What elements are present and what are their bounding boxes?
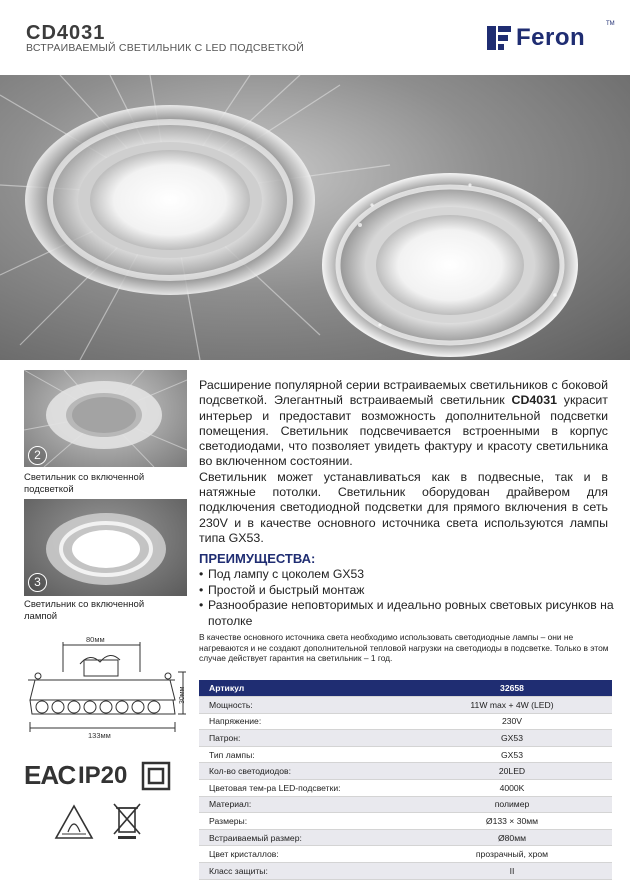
page-header xyxy=(0,0,630,74)
dimension-drawing-graphic xyxy=(20,632,190,742)
photo-2 xyxy=(24,370,187,467)
brand-logo xyxy=(486,24,585,52)
spec-row xyxy=(199,746,612,763)
spec-row xyxy=(199,763,612,780)
photo-3-caption: Светильник со включенной лампой xyxy=(24,599,145,622)
spec-label: Мощность: xyxy=(199,697,412,714)
dim-bottom-label: 133мм xyxy=(88,731,111,740)
spec-value: Ø133 × 30мм xyxy=(412,813,612,830)
spec-label: Цветовая тем-ра LED-подсветки: xyxy=(199,780,412,797)
spec-row xyxy=(199,813,612,830)
spec-row xyxy=(199,829,612,846)
dim-top-label: 80мм xyxy=(86,635,105,644)
feron-logo-icon xyxy=(486,24,512,52)
product-description xyxy=(199,378,608,546)
certifications xyxy=(24,760,174,850)
brand-name: Feron xyxy=(516,24,586,51)
photo-3-number: 3 xyxy=(28,573,47,592)
spec-row xyxy=(199,730,612,747)
spec-value: прозрачный, хром xyxy=(412,846,612,863)
spec-value: II xyxy=(412,863,612,880)
description-paragraph-2: Светильник может устанавливаться как в подвесные, так и в натяжные потолки. Светильник оборудован драйвером для подключения светодиодной подсветки для прямого включения в сеть 230V и в качестве основного источника света используются лампы типа GX53. xyxy=(199,469,608,545)
spec-row xyxy=(199,697,612,714)
model-title: CD4031 xyxy=(26,22,106,44)
warranty-note: В качестве основного источника света необходимо использовать светодиодные лампы – они не нагреваются и не создают дополнительной тепловой нагрузки на светодиоды в подсветке. Только в этом случае действует гарантия на светильник – 1 год. xyxy=(199,632,609,663)
dim-height-label: 30мм xyxy=(179,686,186,704)
spec-value: 4000K xyxy=(412,780,612,797)
spec-value: GX53 xyxy=(412,730,612,747)
weee-bin-icon xyxy=(112,800,142,840)
spec-label: Кол-во светодиодов: xyxy=(199,763,412,780)
spec-value: Ø80мм xyxy=(412,829,612,846)
spec-value: GX53 xyxy=(412,746,612,763)
spec-row xyxy=(199,863,612,880)
photo-2-caption: Светильник со включенной подсветкой xyxy=(24,472,145,495)
spec-label: Тип лампы: xyxy=(199,746,412,763)
spec-row xyxy=(199,796,612,813)
dimension-drawing xyxy=(20,632,190,742)
advantage-item: • Под лампу с цоколем GX53 xyxy=(199,567,614,583)
hero-photo xyxy=(0,75,630,360)
spec-table xyxy=(199,680,612,880)
trademark: TM xyxy=(606,21,615,27)
advantage-item: • Простой и быстрый монтаж xyxy=(199,583,614,599)
spec-value: 20LED xyxy=(412,763,612,780)
spec-label: Материал: xyxy=(199,796,412,813)
ip-rating: IP20 xyxy=(78,762,128,789)
spec-row xyxy=(199,780,612,797)
spec-label: Размеры: xyxy=(199,813,412,830)
spec-label: Напряжение: xyxy=(199,713,412,730)
advantages-title: ПРЕИМУЩЕСТВА: xyxy=(199,551,316,566)
spec-label: Артикул xyxy=(199,680,412,697)
product-subtitle: ВСТРАИВАЕМЫЙ СВЕТИЛЬНИК С LED ПОДСВЕТКОЙ xyxy=(26,42,304,54)
double-insulation-icon xyxy=(142,762,170,790)
spec-label: Патрон: xyxy=(199,730,412,747)
photo-3 xyxy=(24,499,187,596)
spec-label: Встраиваемый размер: xyxy=(199,829,412,846)
description-model: CD4031 xyxy=(511,393,557,408)
advantages-list xyxy=(199,567,614,629)
spec-label: Класс защиты: xyxy=(199,863,412,880)
description-paragraph-1: Расширение популярной серии встраиваемых светильников с боковой подсветкой. Элегантный встраиваемый светильник CD4031 украсит интерьер и предоставит возможность дополнительной подсветки помещения. Светильник подсвечивается встроенными в корпус светодиодами, что позволяет увидеть фактуру и красоту светильника во включенном состоянии. xyxy=(199,378,608,469)
flammable-surface-icon xyxy=(54,804,94,840)
photo-2-number: 2 xyxy=(28,446,47,465)
spec-row xyxy=(199,846,612,863)
spec-value: 32658 xyxy=(412,680,612,697)
spec-row xyxy=(199,680,612,697)
eac-mark: ЕАС xyxy=(24,760,76,790)
advantage-item: • Разнообразие неповторимых и идеально ровных световых рисунков на потолке xyxy=(199,598,614,629)
spec-row xyxy=(199,713,612,730)
spec-label: Цвет кристаллов: xyxy=(199,846,412,863)
spec-value: 11W max + 4W (LED) xyxy=(412,697,612,714)
spec-value: 230V xyxy=(412,713,612,730)
spec-value: полимер xyxy=(412,796,612,813)
